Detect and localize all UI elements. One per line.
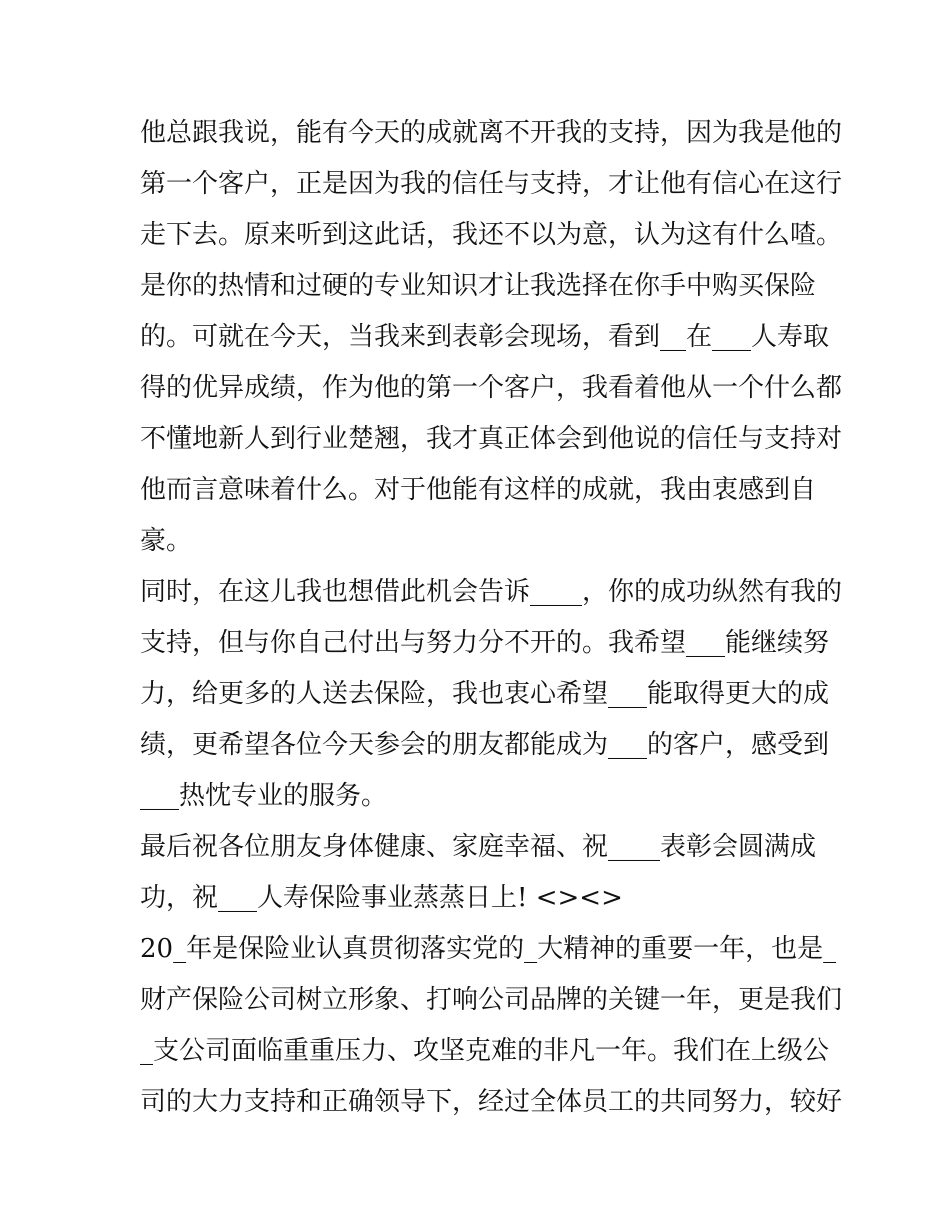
text-line: 力，给更多的人送去保险，我也衷心希望___能取得更大的成	[140, 679, 830, 709]
text-line: 走下去。原来听到这此话，我还不以为意，认为这有什么喳。	[140, 220, 843, 250]
document-body	[140, 108, 843, 1128]
text-line: 同时，在这儿我也想借此机会告诉____，你的成功纵然有我的	[140, 577, 843, 607]
text-line: 他而言意味着什么。对于他能有这样的成就，我由衷感到自	[140, 475, 817, 505]
text-line: 绩，更希望各位今天参会的朋友都能成为___的客户，感受到	[140, 730, 830, 760]
text-line: 20_年是保险业认真贯彻落实党的_大精神的重要一年，也是_	[140, 934, 837, 964]
text-line: 他总跟我说，能有今天的成就离不开我的支持，因为我是他的	[140, 118, 843, 148]
text-line: 财产保险公司树立形象、打响公司品牌的关键一年，更是我们	[140, 985, 843, 1015]
text-line: 是你的热情和过硬的专业知识才让我选择在你手中购买保险	[140, 271, 817, 301]
text-line: 豪。	[140, 526, 193, 556]
text-line: 不懂地新人到行业楚翘，我才真正体会到他说的信任与支持对	[140, 424, 843, 454]
text-line: ___热忱专业的服务。	[140, 781, 388, 811]
text-line: 得的优异成绩，作为他的第一个客户，我看着他从一个什么都	[140, 373, 843, 403]
text-line: 最后祝各位朋友身体健康、家庭幸福、祝____表彰会圆满成	[140, 832, 817, 862]
text-line: _支公司面临重重压力、攻坚克难的非凡一年。我们在上级公	[140, 1036, 830, 1066]
text-line: 第一个客户，正是因为我的信任与支持，才让他有信心在这行	[140, 169, 843, 199]
text-line: 司的大力支持和正确领导下，经过全体员工的共同努力，较好	[140, 1087, 843, 1117]
text-line: 功，祝___人寿保险事业蒸蒸日上! <><>	[140, 883, 623, 913]
text-line: 支持，但与你自己付出与努力分不开的。我希望___能继续努	[140, 628, 830, 658]
text-line: 的。可就在今天，当我来到表彰会现场，看到__在___人寿取	[140, 322, 830, 352]
